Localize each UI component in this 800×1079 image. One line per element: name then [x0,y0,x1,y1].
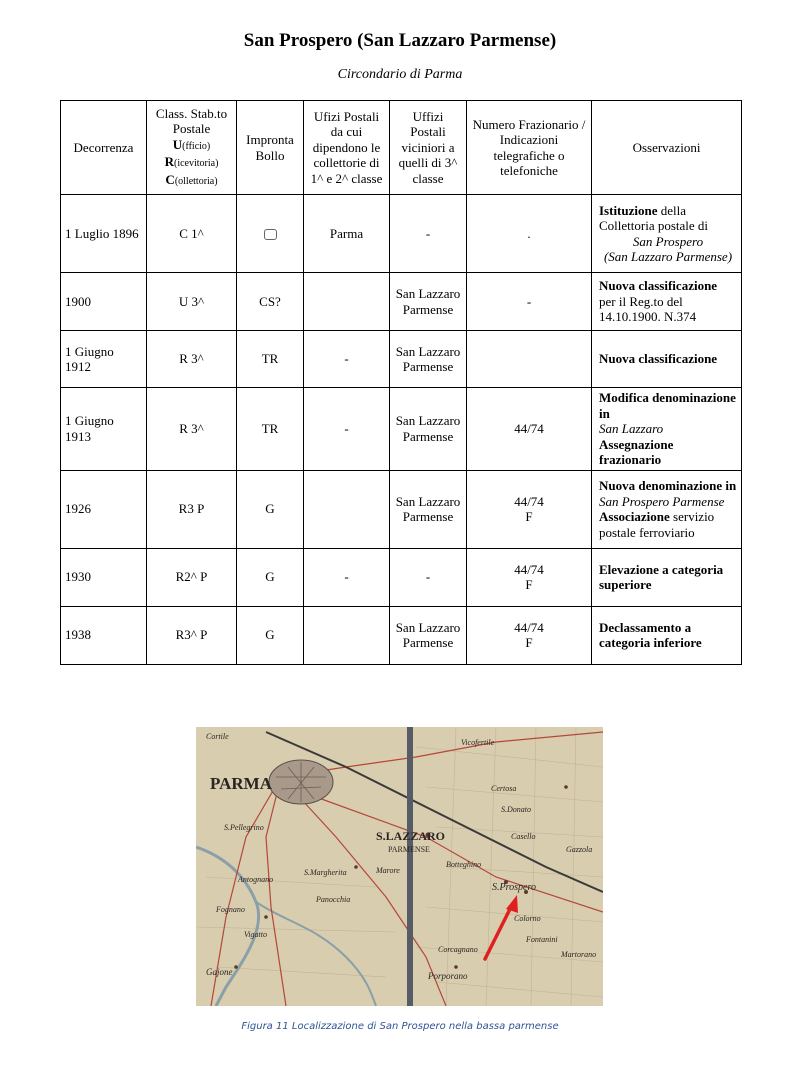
obs-bold: Nuova denominazione in [599,478,737,493]
obs-text: per il Reg.to del 14.10.1900. N.374 [599,293,697,325]
cell-classe: R3^ P [147,606,237,664]
numero-line2: F [525,635,533,650]
map-label-fontanini: Fontanini [526,935,558,944]
map-label-marore: Marore [376,866,400,875]
cell-ufizi [304,606,390,664]
cell-decorrenza: 1926 [61,470,147,548]
header-uffizi: Uffizi Postali viciniori a quelli di 3^ classe [390,101,467,195]
cell-numero: . [467,195,592,273]
cell-uffizi: San Lazzaro Parmense [390,273,467,331]
cell-uffizi: San Lazzaro Parmense [390,606,467,664]
map-label-vicofertile: Vicofertile [461,738,495,747]
cell-osservazioni [592,331,742,388]
header-decorrenza: Decorrenza [61,101,147,195]
figure-caption: Figura 11 Localizzazione di San Prospero nella bassa parmense [241,1021,559,1032]
page-title: San Prospero (San Lazzaro Parmense) [243,30,557,51]
obs-bold-2: Associazione [599,509,670,524]
cell-osservazioni [592,548,742,606]
cell-osservazioni [592,388,742,471]
numero-line2: F [525,509,533,524]
map-label-panocchia: Panocchia [316,895,351,904]
map-divider-line [407,727,413,1006]
cell-decorrenza: 1938 [61,606,147,664]
map-label-spellegrino: S.Pellegrino [224,823,264,832]
cell-classe: R 3^ [147,331,237,388]
header-class-r-letter: R [164,154,174,170]
map-label-gajone: Gajone [206,967,233,977]
cell-decorrenza: 1 Luglio 1896 [61,195,147,273]
header-class-u-letter: U [172,136,183,152]
map-label-parmense: PARMENSE [388,845,430,854]
table-row [61,470,742,548]
map-city-parma [269,760,333,804]
cell-ufizi [304,273,390,331]
obs-bold: Declassamento a categoria inferiore [599,619,702,650]
table-row [61,388,742,471]
cell-uffizi: San Lazzaro Parmense [390,470,467,548]
cell-decorrenza: 1 Giugno 1913 [61,388,147,471]
map-label-casello: Casello [511,832,536,841]
header-class-c-letter: C [165,171,175,187]
map-label-colorno: Colorno [514,914,541,923]
map-label-martorano: Martorano [561,950,597,959]
obs-italic-2: (San Lazzaro Parmense) [603,249,733,264]
cell-classe: C 1^ [147,195,237,273]
table-row [61,273,742,331]
map-label-vigatto: Vigatto [244,930,267,939]
map-label-gazzola: Gazzola [566,845,593,854]
cell-osservazioni [592,470,742,548]
numero-line1: 44/74 [514,561,544,577]
map-label-corcagnano: Corcagnano [438,945,478,954]
obs-bold-2: Assegnazione frazionario [599,436,674,467]
cell-decorrenza: 1930 [61,548,147,606]
cell-ufizi [304,470,390,548]
numero-line1: 44/74 [514,619,544,635]
history-table [60,100,742,665]
table-row [61,331,742,388]
cell-numero [467,548,592,606]
header-classificazione [147,101,237,195]
cell-classe: R 3^ [147,388,237,471]
obs-bold: Modifica denominazione in [599,390,736,421]
cell-ufizi: Parma [304,195,390,273]
cell-impronta: TR [237,331,304,388]
table-row [61,548,742,606]
header-class-line1: Class. Stab.to Postale [155,105,228,137]
cell-impronta: TR [237,388,304,471]
cell-uffizi: San Lazzaro Parmense [390,331,467,388]
header-class-c-rest: (ollettoria) [174,175,218,187]
cell-ufizi: - [304,548,390,606]
cell-impronta: CS? [237,273,304,331]
stamp-placeholder-icon [264,229,277,240]
map-label-porporano: Porporano [428,971,468,981]
obs-bold: Nuova classificazione [599,278,718,294]
header-class-u-rest: (fficio) [182,140,211,152]
numero-line1: 44/74 [514,493,544,509]
page-subtitle: Circondario di Parma [337,67,463,82]
header-class-r-rest: (icevitoria) [173,158,219,170]
cell-impronta [237,195,304,273]
cell-classe: R2^ P [147,548,237,606]
map-label-cortile: Cortile [206,732,229,741]
cell-numero [467,470,592,548]
map-label-sprospero: S.Prospero [492,882,536,893]
cell-osservazioni [592,273,742,331]
cell-classe: R3 P [147,470,237,548]
obs-text-2: servizio postale ferroviario [599,509,715,540]
cell-uffizi: San Lazzaro Parmense [390,388,467,471]
map-label-sdonato: S.Donato [501,805,531,814]
cell-osservazioni [592,195,742,273]
cell-numero: 44/74 [467,388,592,471]
header-numero: Numero Frazionario / Indicazioni telegrafiche o telefoniche [467,101,592,195]
table-header-row [61,101,742,195]
obs-italic: San Lazzaro [599,421,664,436]
table-row [61,195,742,273]
map-label-parma: PARMA [210,774,272,793]
cell-numero [467,606,592,664]
numero-line2: F [525,577,533,592]
header-ufizi: Ufizi Postali da cui dipendono le collettorie di 1^ e 2^ classe [304,101,390,195]
map-svg [196,727,603,1006]
map-label-antognano: Antognano [238,875,274,884]
table-row [61,606,742,664]
cell-decorrenza: 1 Giugno 1912 [61,331,147,388]
map-label-smargherita: S.Margherita [304,868,347,877]
cell-impronta: G [237,548,304,606]
cell-ufizi: - [304,388,390,471]
cell-decorrenza: 1900 [61,273,147,331]
obs-italic: San Prospero Parmense [599,493,725,509]
cell-impronta: G [237,606,304,664]
cell-osservazioni [592,606,742,664]
obs-bold: Elevazione a categoria superiore [599,561,724,592]
map-label-botteghino: Botteghino [446,860,482,869]
cell-numero [467,331,592,388]
obs-italic: San Prospero [632,233,704,249]
cell-classe: U 3^ [147,273,237,331]
header-impronta: Impronta Bollo [237,101,304,195]
cell-uffizi: - [390,548,467,606]
header-osservazioni: Osservazioni [592,101,742,195]
map-label-certosa: Certosa [491,784,517,793]
cell-numero: - [467,273,592,331]
map-label-fognano: Fognano [216,905,245,914]
obs-bold: Nuova classificazione [599,351,718,367]
cell-ufizi: - [304,331,390,388]
cell-uffizi: - [390,195,467,273]
obs-bold: Istituzione [599,202,658,218]
location-map [196,727,603,1006]
map-label-slazzaro: S.LAZZARO [376,829,446,843]
obs-text: della Collettoria postale di [599,202,709,233]
cell-impronta: G [237,470,304,548]
